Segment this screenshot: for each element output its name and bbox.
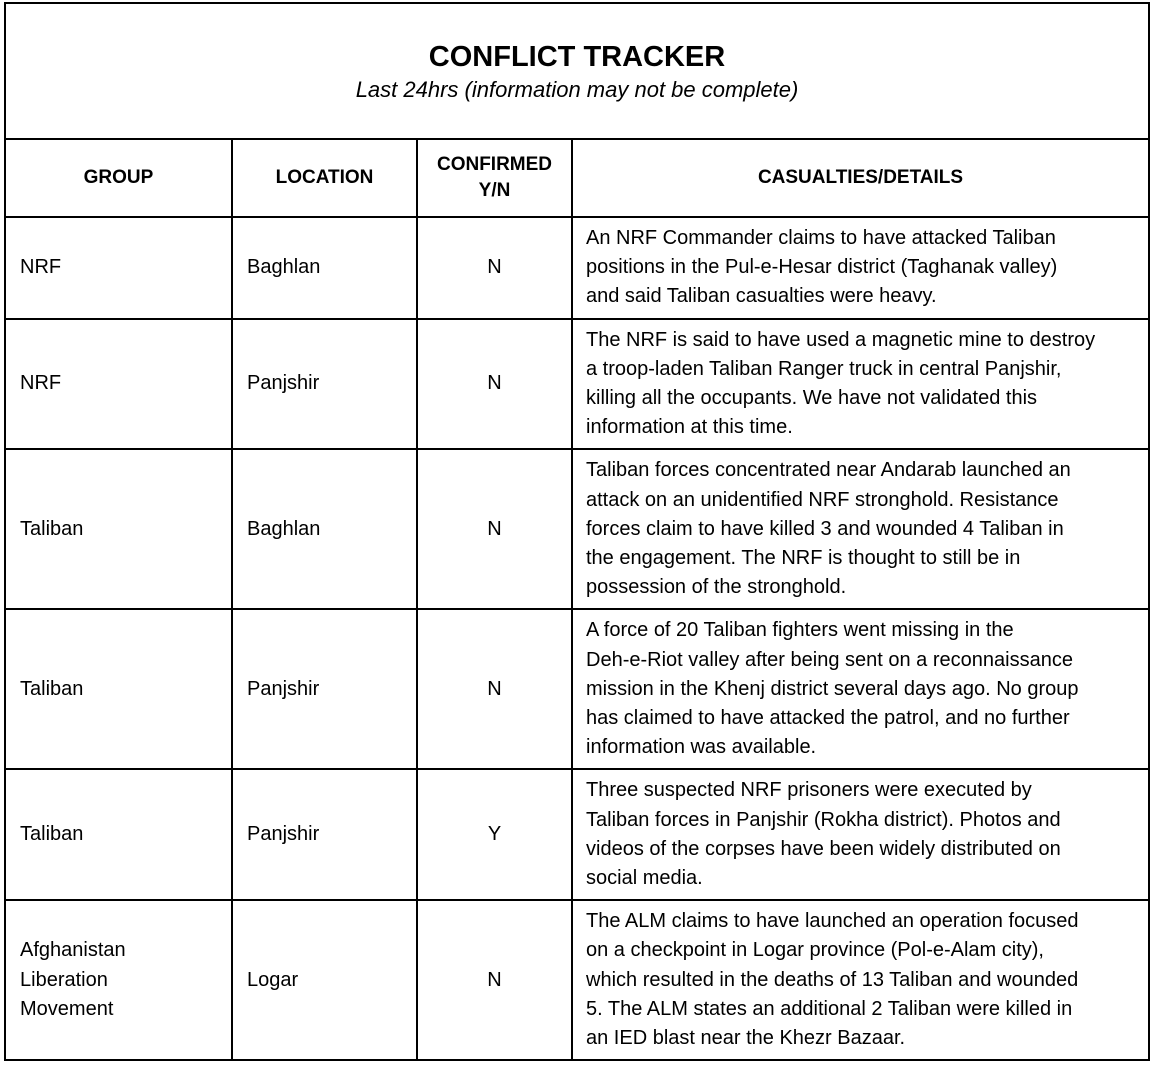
details-line: The NRF is said to have used a magnetic mine to destroy bbox=[586, 328, 1096, 351]
details-line: The ALM claims to have launched an operation focused bbox=[586, 910, 1079, 933]
details-line: mission in the Khenj district several days ago. No group bbox=[586, 677, 1079, 700]
details-line: social media. bbox=[586, 867, 703, 890]
details-line: has claimed to have attacked the patrol, and no further bbox=[586, 707, 1070, 730]
details-line: A force of 20 Taliban fighters went missing in the bbox=[586, 619, 1014, 642]
details-line: on a checkpoint in Logar province (Pol-e-Alam city), bbox=[586, 939, 1044, 962]
group-cell: Taliban bbox=[5, 609, 232, 769]
group-cell: NRF bbox=[5, 217, 232, 319]
column-header-group: GROUP bbox=[5, 139, 232, 217]
confirmed-cell: N bbox=[417, 449, 572, 609]
details-line: forces claim to have killed 3 and wounded 4 Taliban in bbox=[586, 517, 1064, 540]
table-row bbox=[5, 217, 1149, 319]
confirmed-cell: N bbox=[417, 217, 572, 319]
details-line: an IED blast near the Khezr Bazaar. bbox=[586, 1027, 906, 1050]
group-cell bbox=[5, 900, 232, 1060]
location-cell: Panjshir bbox=[232, 769, 417, 900]
location-cell: Logar bbox=[232, 900, 417, 1060]
conflict-tracker-table bbox=[4, 2, 1150, 1061]
group-cell-line: Afghanistan bbox=[20, 939, 126, 962]
confirmed-cell: N bbox=[417, 900, 572, 1060]
details-line: attack on an unidentified NRF stronghold. Resistance bbox=[586, 488, 1059, 511]
details-line: killing all the occupants. We have not validated this bbox=[586, 387, 1038, 410]
details-line: possession of the stronghold. bbox=[586, 576, 847, 599]
location-cell: Baghlan bbox=[232, 217, 417, 319]
page-title: CONFLICT TRACKER bbox=[428, 41, 726, 73]
details-line: Three suspected NRF prisoners were executed by bbox=[586, 779, 1032, 802]
location-cell: Panjshir bbox=[232, 319, 417, 450]
column-header-confirmed-line2: Y/N bbox=[478, 180, 511, 201]
table-row bbox=[5, 449, 1149, 609]
group-cell: Taliban bbox=[5, 449, 232, 609]
details-line: which resulted in the deaths of 13 Taliban and wounded bbox=[586, 968, 1079, 991]
details-cell bbox=[572, 609, 1149, 769]
column-header-location: LOCATION bbox=[232, 139, 417, 217]
details-line: 5. The ALM states an additional 2 Taliban were killed in bbox=[586, 997, 1073, 1020]
details-cell bbox=[572, 900, 1149, 1060]
group-cell-line: Liberation bbox=[20, 968, 108, 991]
details-line: and said Taliban casualties were heavy. bbox=[586, 285, 937, 308]
confirmed-cell: N bbox=[417, 609, 572, 769]
details-line: positions in the Pul-e-Hesar district (Taghanak valley) bbox=[586, 256, 1058, 279]
details-line: the engagement. The NRF is thought to still be in bbox=[586, 547, 1021, 570]
details-line: information at this time. bbox=[586, 416, 793, 439]
confirmed-cell: Y bbox=[417, 769, 572, 900]
details-line: An NRF Commander claims to have attacked Taliban bbox=[586, 227, 1056, 249]
group-cell: Taliban bbox=[5, 769, 232, 900]
details-cell bbox=[572, 217, 1149, 319]
column-header-details: CASUALTIES/DETAILS bbox=[572, 139, 1149, 217]
table-row bbox=[5, 900, 1149, 1060]
column-header-confirmed-line1: CONFIRMED bbox=[436, 154, 553, 175]
group-cell-line: Movement bbox=[20, 997, 114, 1020]
header-row bbox=[5, 139, 1149, 217]
title-block bbox=[5, 3, 1149, 139]
table-row bbox=[5, 609, 1149, 769]
column-header-confirmed bbox=[417, 139, 572, 217]
details-line: information was available. bbox=[586, 736, 817, 759]
details-line: a troop-laden Taliban Ranger truck in central Panjshir, bbox=[586, 357, 1062, 380]
group-cell: NRF bbox=[5, 319, 232, 450]
table-row bbox=[5, 319, 1149, 450]
details-line: Deh-e-Riot valley after being sent on a reconnaissance bbox=[586, 648, 1073, 671]
location-cell: Baghlan bbox=[232, 449, 417, 609]
table-body bbox=[5, 217, 1149, 1060]
details-line: videos of the corpses have been widely distributed on bbox=[586, 837, 1061, 860]
details-cell bbox=[572, 449, 1149, 609]
details-line: Taliban forces in Panjshir (Rokha district). Photos and bbox=[586, 808, 1061, 831]
page-subtitle: Last 24hrs (information may not be complete) bbox=[355, 77, 799, 102]
location-cell: Panjshir bbox=[232, 609, 417, 769]
details-line: Taliban forces concentrated near Andarab launched an bbox=[586, 459, 1071, 482]
table-row bbox=[5, 769, 1149, 900]
details-cell bbox=[572, 319, 1149, 450]
confirmed-cell: N bbox=[417, 319, 572, 450]
details-cell bbox=[572, 769, 1149, 900]
